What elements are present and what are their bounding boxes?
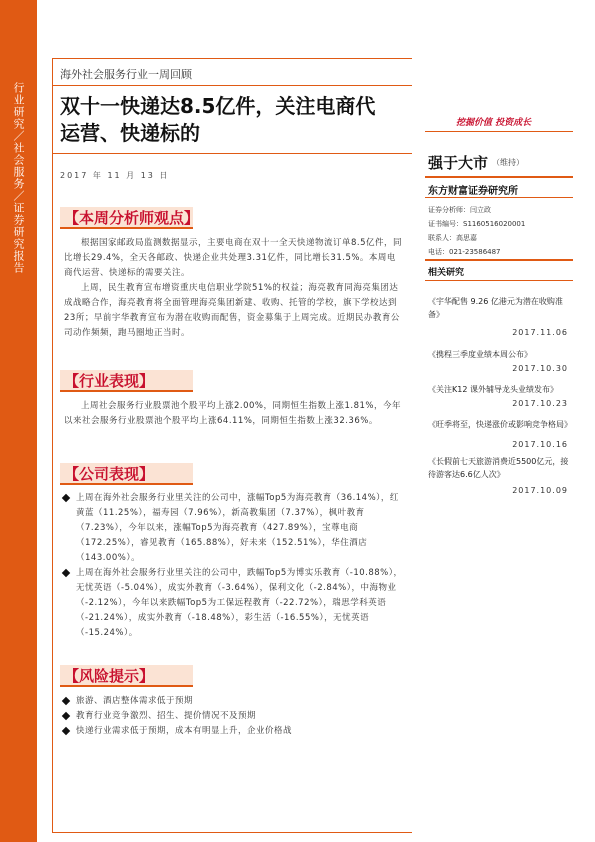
- related-research-title: 相关研究: [428, 268, 465, 278]
- company-heading: 【公司表现】: [60, 463, 193, 485]
- diamond-bullet-icon: [62, 569, 70, 577]
- analyst-paragraph-1: 根据国家邮政局监测数据显示，主要电商在双十一全天快递物流订单8.5亿件，同比增长29.4%，全天各邮政、快递企业共处理3.31亿件，同比增长31.5%。本周电商代运营、快递标的需要关注。: [64, 238, 403, 278]
- risk-bullet-text: 快递行业需求低于预期，成本有明显上升，企业价格战: [76, 726, 293, 736]
- institute-name: 东方财富证券研究所: [428, 186, 518, 197]
- slogan: 挖掘价值 投资成长: [456, 118, 532, 128]
- list-item: [60, 491, 405, 566]
- series-title: 海外社会服务行业一周回顾: [60, 68, 192, 81]
- bottom-divider: [52, 832, 412, 833]
- related-report-date: 2017.11.06: [512, 328, 568, 337]
- related-title-divider: [425, 280, 573, 281]
- risk-bullet-text: 教育行业竞争激烈、招生、提价情况不及预期: [76, 711, 257, 721]
- list-item: [60, 694, 405, 709]
- contact-person: 联系人：高思嘉: [428, 234, 477, 242]
- risk-bullet-list: [60, 694, 405, 739]
- related-report-date: 2017.10.16: [512, 440, 568, 449]
- related-report-date: 2017.10.09: [512, 486, 568, 495]
- certificate-number: 证书编号：S1160516020001: [428, 220, 526, 228]
- investment-rating: 强于大市: [428, 154, 489, 172]
- risk-heading: 【风险提示】: [60, 665, 193, 687]
- related-report-link[interactable]: 《携程三季度业绩本周公布》: [428, 350, 532, 359]
- company-bullet-text: 上周在海外社会服务行业里关注的公司中，跌幅Top5为博实乐教育（-10.88%），无忧英语（-5.04%），成实外教育（-3.64%），保利文化（-2.84%），中海物业（-2.12%），今年以来跌幅Top5为工保远程教育（-22.72%），瑞思学科英语（-21.24%），成实外教育（-18.48%），彩生活（-16.55%），无忧英语（-15.24%）。: [76, 568, 403, 638]
- analyst-name: 证券分析师：闫立政: [428, 206, 491, 214]
- rating-divider: [425, 176, 573, 178]
- slogan-divider: [425, 131, 573, 132]
- industry-heading: 【行业表现】: [60, 370, 193, 392]
- diamond-bullet-icon: [62, 712, 70, 720]
- rating-note: （维持）: [492, 158, 524, 167]
- title-divider: [52, 85, 412, 86]
- company-bullet-text: 上周在海外社会服务行业里关注的公司中，涨幅Top5为海亮教育（36.14%），红黄蓝（11.25%），福寿园（7.96%），新高教集团（7.37%），枫叶教育（7.23%），今年以来，涨幅Top5为海亮教育（427.89%），宝尊电商（172.25%），睿见教育（165.88%），好未来（152.51%），华住酒店（143.00%）。: [76, 493, 399, 563]
- related-report-link[interactable]: 《宇华配售 9.26 亿港元为潜在收购准备》: [428, 297, 563, 319]
- related-report-date: 2017.10.30: [512, 364, 568, 373]
- risk-bullet-text: 旅游、酒店整体需求低于预期: [76, 696, 194, 706]
- header-rule: [52, 58, 412, 59]
- list-item: [60, 724, 405, 739]
- company-bullet-list: [60, 491, 405, 641]
- list-item: [60, 566, 405, 641]
- related-report-link[interactable]: 《长假前七天旅游消费近5500亿元，接待游客达6.6亿人次》: [428, 457, 569, 479]
- page-title: 双十一快递达8.5亿件，关注电商代运营、快递标的: [60, 94, 376, 145]
- diamond-bullet-icon: [62, 727, 70, 735]
- analyst-paragraph-2: 上周，民生教育宣布增资重庆电信职业学院51%的权益；海亮教育同海亮集团达成战略合作，海亮教育将全面管理海亮集团新建、收购、托管的学校，旗下学校达到23所；早前宇华教育宣布为潜在收购而配售，资金募集于上周完成。近期民办教育公司动作频频，跑马圈地正当时。: [64, 283, 400, 338]
- phone-number: 电话：021-23586487: [428, 248, 501, 256]
- related-report-date: 2017.10.23: [512, 399, 568, 408]
- analyst-view-heading: 【本周分析师观点】: [60, 207, 193, 229]
- report-date: 2017 年 11 月 13 日: [60, 171, 170, 180]
- report-category-vertical: 行业研究／社会服务／证券研究报告: [12, 82, 25, 274]
- institute-divider: [425, 197, 573, 198]
- industry-paragraph: 上周社会服务行业股票池个股平均上涨2.00%，同期恒生指数上涨1.81%，今年以来社会服务行业股票池个股平均上涨64.11%，同期恒生指数上涨32.36%。: [64, 401, 402, 426]
- diamond-bullet-icon: [62, 494, 70, 502]
- related-report-link[interactable]: 《旺季将至，快递涨价或影响竞争格局》: [428, 420, 572, 429]
- related-divider: [425, 259, 573, 261]
- related-report-link[interactable]: 《关注K12 课外辅导龙头业绩发布》: [428, 385, 558, 394]
- diamond-bullet-icon: [62, 697, 70, 705]
- title-bottom-divider: [52, 153, 412, 154]
- list-item: [60, 709, 405, 724]
